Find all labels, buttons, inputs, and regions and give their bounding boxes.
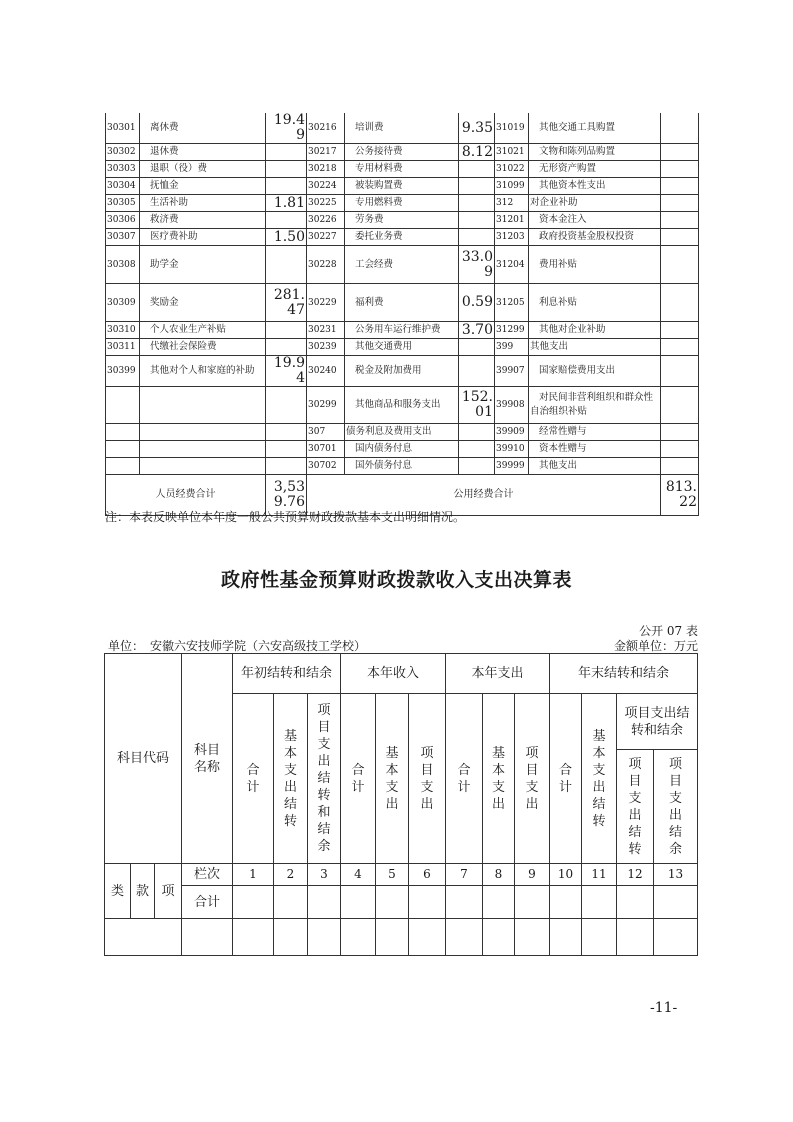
name-cell (140, 387, 266, 424)
public-total-value: 813.22 (661, 475, 699, 516)
header-income-project-text: 项目支出 (420, 745, 434, 812)
code-cell: 399 (495, 339, 529, 356)
header-begin-project-text: 项目支出结转和结余 (317, 703, 331, 854)
header-subject-name (182, 654, 233, 864)
amount-cell (266, 246, 307, 284)
name-cell: 债务利息及费用支出 (345, 424, 459, 441)
name-cell (140, 458, 266, 475)
header-begin-total (233, 694, 274, 864)
code-cell: 31099 (495, 178, 529, 195)
empty-value-cell (341, 919, 376, 956)
empty-value-cell (446, 919, 483, 956)
amount-cell: 9.35 (459, 113, 495, 144)
amount-cell (661, 339, 699, 356)
code-cell (106, 424, 140, 441)
column-number: 11 (582, 864, 617, 886)
column-number: 2 (274, 864, 308, 886)
empty-value-cell (274, 919, 308, 956)
table-number: 公开 07 表 (639, 624, 698, 638)
name-cell (140, 441, 266, 458)
name-cell: 其他对企业补助 (529, 322, 661, 339)
name-cell: 公务用车运行维护费 (345, 322, 459, 339)
header-kuan: 款 (131, 864, 155, 919)
amount-cell (266, 458, 307, 475)
name-cell: 其他交通工具购置 (529, 113, 661, 144)
code-cell: 39999 (495, 458, 529, 475)
code-cell: 30239 (307, 339, 345, 356)
header-end-project-carry (617, 750, 654, 864)
header-begin-total-text: 合计 (246, 762, 260, 795)
amount-cell (661, 424, 699, 441)
code-cell (106, 441, 140, 458)
total-value-cell (617, 886, 654, 919)
name-cell: 专用燃料费 (345, 195, 459, 212)
table-note: 注：本表反映单位本年度一般公共预算财政拨款基本支出明细情况。 (105, 510, 466, 524)
amount-cell (266, 144, 307, 161)
name-cell: 奖励金 (140, 284, 266, 322)
amount-cell: 8.12 (459, 144, 495, 161)
header-expense-total (446, 694, 483, 864)
amount-cell (661, 229, 699, 246)
name-cell: 政府投资基金股权投资 (529, 229, 661, 246)
code-cell: 307 (307, 424, 345, 441)
amount-cell (661, 441, 699, 458)
empty-value-cell (483, 919, 515, 956)
amount-cell (459, 458, 495, 475)
code-cell: 30306 (106, 212, 140, 229)
empty-value-cell (617, 919, 654, 956)
code-cell: 31021 (495, 144, 529, 161)
name-cell: 费用补贴 (529, 246, 661, 284)
header-end-project-balance-text: 项目支出结余 (668, 756, 682, 857)
name-cell: 工会经费 (345, 246, 459, 284)
empty-value-cell (308, 919, 341, 956)
code-cell: 39910 (495, 441, 529, 458)
amount-cell (266, 212, 307, 229)
name-cell: 对企业补助 (529, 195, 661, 212)
header-end-basic (582, 694, 617, 864)
empty-name-cell (182, 919, 233, 956)
header-income-total-text: 合计 (351, 762, 365, 795)
empty-data-row (105, 919, 698, 956)
name-cell: 其他对个人和家庭的补助 (140, 356, 266, 387)
header-group-income: 本年收入 (341, 654, 446, 694)
code-cell: 39909 (495, 424, 529, 441)
header-end-total-text: 合计 (558, 762, 572, 795)
header-end-project-balance (654, 750, 698, 864)
name-cell: 利息补贴 (529, 284, 661, 322)
column-number: 9 (515, 864, 550, 886)
code-cell: 31203 (495, 229, 529, 246)
code-cell: 30217 (307, 144, 345, 161)
table-row (106, 424, 699, 441)
code-cell: 30303 (106, 161, 140, 178)
header-income-basic-text: 基本支出 (385, 745, 399, 812)
total-value-cell (233, 886, 274, 919)
code-cell: 30218 (307, 161, 345, 178)
header-group-begin-text: 年初结转和结余 (240, 666, 332, 681)
name-cell: 文物和陈列品购置 (529, 144, 661, 161)
table-row (106, 356, 699, 387)
table-row (106, 212, 699, 229)
total-value-cell (409, 886, 446, 919)
amount-cell: 1.50 (266, 229, 307, 246)
total-value-cell (341, 886, 376, 919)
total-value-cell (515, 886, 550, 919)
column-number: 3 (308, 864, 341, 886)
name-cell: 个人农业生产补贴 (140, 322, 266, 339)
column-index-row (105, 864, 698, 886)
header-end-project-group-text: 项目支出结转和结余 (624, 705, 690, 738)
name-cell: 国内债务付息 (345, 441, 459, 458)
total-value-cell (446, 886, 483, 919)
code-cell: 30301 (106, 113, 140, 144)
code-cell: 31299 (495, 322, 529, 339)
code-cell: 31201 (495, 212, 529, 229)
empty-value-cell (376, 919, 409, 956)
name-cell (140, 424, 266, 441)
code-cell: 39907 (495, 356, 529, 387)
government-fund-budget-table (104, 653, 698, 956)
table-row (106, 322, 699, 339)
amount-cell: 19.49 (266, 113, 307, 144)
amount-unit-label: 金额单位：万元 (613, 639, 698, 653)
code-cell: 30240 (307, 356, 345, 387)
header-income-basic (376, 694, 409, 864)
amount-cell (459, 178, 495, 195)
amount-cell (661, 284, 699, 322)
name-cell: 其他商品和服务支出 (345, 387, 459, 424)
code-cell: 30299 (307, 387, 345, 424)
code-cell: 30311 (106, 339, 140, 356)
name-cell: 福利费 (345, 284, 459, 322)
empty-value-cell (233, 919, 274, 956)
amount-cell (459, 356, 495, 387)
total-value-cell (582, 886, 617, 919)
column-number: 7 (446, 864, 483, 886)
code-cell: 30231 (307, 322, 345, 339)
code-cell: 30227 (307, 229, 345, 246)
header-begin-basic-text: 基本支出结转 (283, 728, 297, 829)
amount-cell (661, 212, 699, 229)
amount-cell (266, 441, 307, 458)
name-cell: 委托业务费 (345, 229, 459, 246)
total-row (105, 886, 698, 919)
table-row (106, 195, 699, 212)
header-begin-basic (274, 694, 308, 864)
header-expense-total-text: 合计 (457, 762, 471, 795)
table-row (106, 387, 699, 424)
header-income-total (341, 694, 376, 864)
name-cell: 救济费 (140, 212, 266, 229)
name-cell: 其他支出 (529, 458, 661, 475)
code-cell: 30229 (307, 284, 345, 322)
table-row (106, 178, 699, 195)
basic-expenditure-detail-table (105, 113, 699, 516)
name-cell: 抚恤金 (140, 178, 266, 195)
header-group-begin (233, 654, 341, 694)
name-cell: 国家赔偿费用支出 (529, 356, 661, 387)
name-cell: 对民间非营利组织和群众性自治组织补贴 (529, 387, 661, 424)
name-cell: 代缴社会保险费 (140, 339, 266, 356)
amount-cell (459, 195, 495, 212)
name-cell: 助学金 (140, 246, 266, 284)
amount-cell (661, 246, 699, 284)
header-expense-project-text: 项目支出 (525, 745, 539, 812)
amount-cell (266, 339, 307, 356)
code-cell: 30310 (106, 322, 140, 339)
name-cell: 生活补助 (140, 195, 266, 212)
name-cell: 其他资本性支出 (529, 178, 661, 195)
name-cell: 其他支出 (529, 339, 661, 356)
name-cell: 退休费 (140, 144, 266, 161)
header-end-project-group (617, 694, 698, 750)
code-cell: 31204 (495, 246, 529, 284)
code-cell: 30307 (106, 229, 140, 246)
amount-cell (661, 178, 699, 195)
amount-cell: 281.47 (266, 284, 307, 322)
page-number: -11- (650, 1000, 678, 1016)
code-cell: 31022 (495, 161, 529, 178)
column-number: 12 (617, 864, 654, 886)
name-cell: 培训费 (345, 113, 459, 144)
amount-cell (266, 424, 307, 441)
header-expense-project (515, 694, 550, 864)
amount-cell: 33.09 (459, 246, 495, 284)
amount-cell (459, 441, 495, 458)
header-group-expense: 本年支出 (446, 654, 550, 694)
header-end-project-carry-text: 项目支出结转 (628, 756, 642, 857)
header-subject-code: 科目代码 (105, 654, 182, 864)
header-income-project (409, 694, 446, 864)
name-cell: 税金及附加费用 (345, 356, 459, 387)
name-cell: 离休费 (140, 113, 266, 144)
header-group-end: 年末结转和结余 (550, 654, 698, 694)
table-row (106, 339, 699, 356)
name-cell: 劳务费 (345, 212, 459, 229)
amount-cell (266, 387, 307, 424)
amount-cell (459, 424, 495, 441)
name-cell: 国外债务付息 (345, 458, 459, 475)
amount-cell: 3.70 (459, 322, 495, 339)
code-cell: 30304 (106, 178, 140, 195)
amount-cell: 152.01 (459, 387, 495, 424)
empty-value-cell (654, 919, 698, 956)
column-number: 8 (483, 864, 515, 886)
total-value-cell (483, 886, 515, 919)
amount-cell (459, 161, 495, 178)
header-expense-basic-text: 基本支出 (491, 745, 505, 812)
table-row (106, 161, 699, 178)
table-row (106, 113, 699, 144)
empty-value-cell (582, 919, 617, 956)
personnel-total-value: 3,539.76 (266, 475, 307, 516)
amount-cell (661, 144, 699, 161)
public-total-label: 公用经费合计 (307, 475, 661, 516)
table-row (106, 229, 699, 246)
code-cell: 39908 (495, 387, 529, 424)
empty-code-cell (105, 919, 182, 956)
amount-cell (661, 161, 699, 178)
table-row (106, 441, 699, 458)
code-cell: 30225 (307, 195, 345, 212)
code-cell: 30701 (307, 441, 345, 458)
empty-value-cell (515, 919, 550, 956)
amount-cell: 0.59 (459, 284, 495, 322)
code-cell: 30308 (106, 246, 140, 284)
name-cell: 公务接待费 (345, 144, 459, 161)
amount-cell: 1.81 (266, 195, 307, 212)
name-cell: 资本性赠与 (529, 441, 661, 458)
column-number: 10 (550, 864, 582, 886)
code-cell: 30216 (307, 113, 345, 144)
code-cell: 31019 (495, 113, 529, 144)
amount-cell (459, 229, 495, 246)
code-cell (106, 387, 140, 424)
name-cell: 资本金注入 (529, 212, 661, 229)
page-title: 政府性基金预算财政拨款收入支出决算表 (220, 569, 572, 591)
code-cell: 312 (495, 195, 529, 212)
code-cell (106, 458, 140, 475)
amount-cell (459, 339, 495, 356)
code-cell: 30305 (106, 195, 140, 212)
header-end-basic-text: 基本支出结转 (592, 728, 606, 829)
total-value-cell (654, 886, 698, 919)
total-value-cell (274, 886, 308, 919)
table-row (106, 246, 699, 284)
name-cell: 其他交通费用 (345, 339, 459, 356)
code-cell: 30302 (106, 144, 140, 161)
amount-cell (661, 387, 699, 424)
column-number: 6 (409, 864, 446, 886)
header-lei: 类 (105, 864, 131, 919)
header-subject-name-text: 科目名称 (193, 742, 220, 775)
amount-cell (266, 161, 307, 178)
code-cell: 30309 (106, 284, 140, 322)
name-cell: 经常性赠与 (529, 424, 661, 441)
empty-value-cell (409, 919, 446, 956)
amount-cell (266, 178, 307, 195)
table-row (106, 284, 699, 322)
personnel-total-label: 人员经费合计 (106, 475, 266, 516)
table-row (106, 144, 699, 161)
empty-value-cell (550, 919, 582, 956)
amount-cell (661, 322, 699, 339)
code-cell: 30228 (307, 246, 345, 284)
table-row (106, 458, 699, 475)
name-cell: 专用材料费 (345, 161, 459, 178)
header-expense-basic (483, 694, 515, 864)
name-cell: 医疗费补助 (140, 229, 266, 246)
column-index-label: 栏次 (182, 864, 233, 886)
header-xiang: 项 (155, 864, 182, 919)
code-cell: 30702 (307, 458, 345, 475)
header-begin-project (308, 694, 341, 864)
amount-cell (661, 195, 699, 212)
column-number: 4 (341, 864, 376, 886)
code-cell: 30226 (307, 212, 345, 229)
amount-cell (661, 113, 699, 144)
unit-label: 单位： 安徽六安技师学院（六安高级技工学校） (108, 639, 367, 653)
code-cell: 30224 (307, 178, 345, 195)
total-value-cell (376, 886, 409, 919)
amount-cell (661, 458, 699, 475)
code-cell: 31205 (495, 284, 529, 322)
header-row-groups (105, 654, 698, 694)
header-end-total (550, 694, 582, 864)
amount-cell (661, 356, 699, 387)
name-cell: 无形资产购置 (529, 161, 661, 178)
column-number: 1 (233, 864, 274, 886)
name-cell: 退职（役）费 (140, 161, 266, 178)
code-cell: 30399 (106, 356, 140, 387)
amount-cell (266, 322, 307, 339)
name-cell: 被装购置费 (345, 178, 459, 195)
total-row-label: 合计 (182, 886, 233, 919)
column-number: 5 (376, 864, 409, 886)
total-value-cell (550, 886, 582, 919)
total-value-cell (308, 886, 341, 919)
amount-cell: 19.94 (266, 356, 307, 387)
amount-cell (459, 212, 495, 229)
column-number: 13 (654, 864, 698, 886)
